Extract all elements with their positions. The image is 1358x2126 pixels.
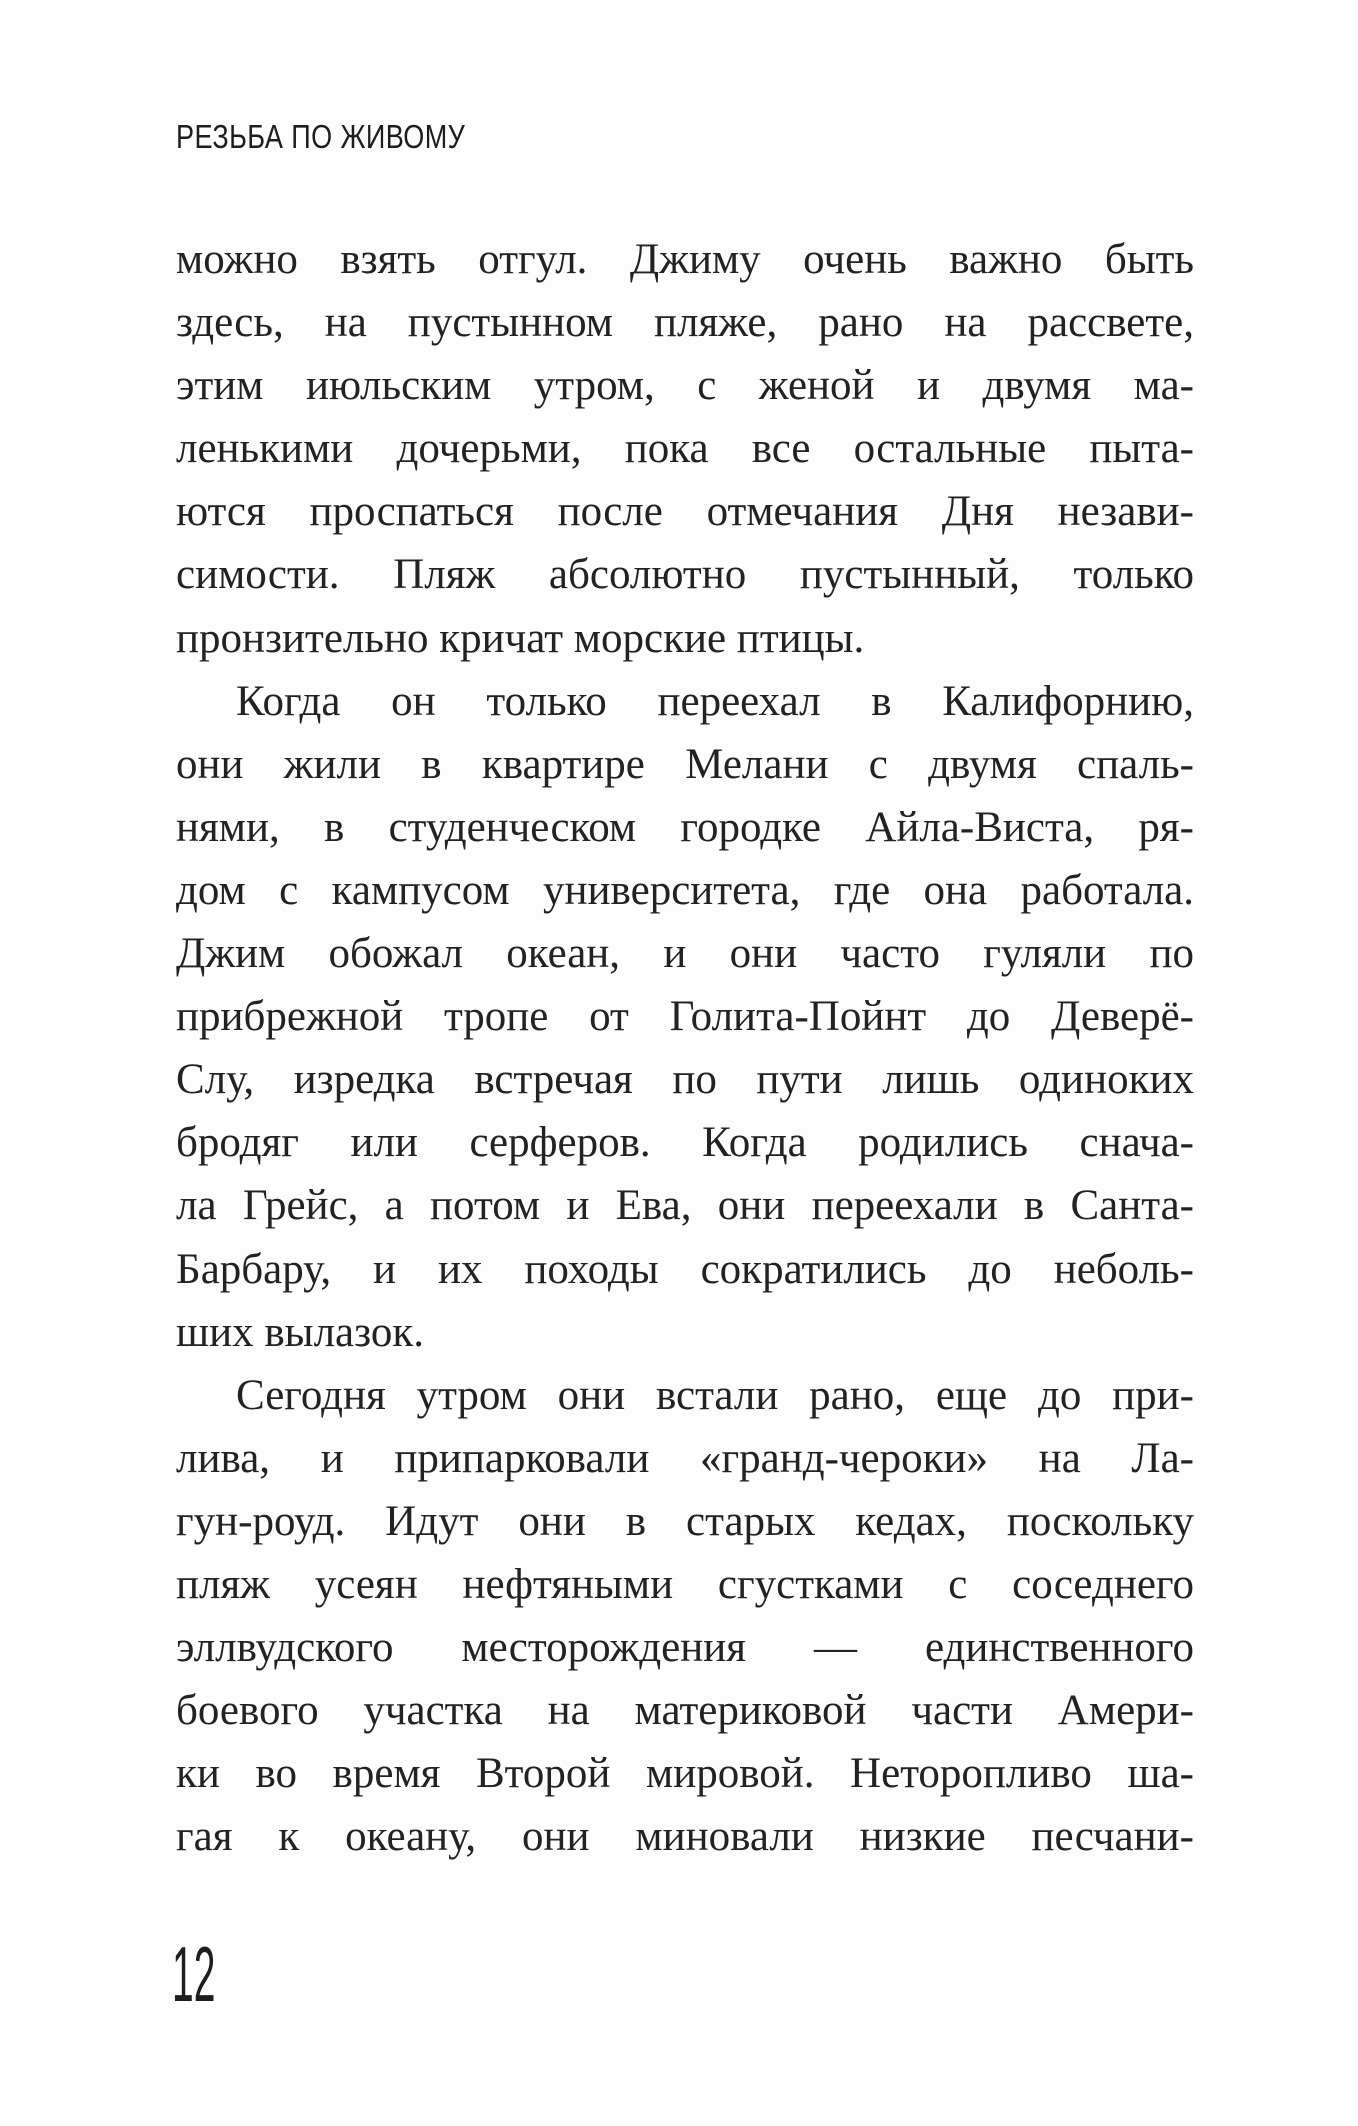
text-line: дом с кампусом университета, где она работала. xyxy=(176,866,1194,914)
text-line: гая к океану, они миновали низкие песчани- xyxy=(176,1813,1194,1861)
body-text xyxy=(176,228,1194,1868)
running-head: РЕЗЬБА ПО ЖИВОМУ xyxy=(176,118,466,155)
page-number: 12 xyxy=(172,1930,216,2018)
text-line: они жили в квартире Мелани с двумя спаль- xyxy=(176,740,1194,788)
text-line: Когда он только переехал в Калифорнию, xyxy=(236,677,1194,725)
text-line: этим июльским утром, с женой и двумя ма- xyxy=(176,362,1194,410)
text-line: пляж усеян нефтяными сгустками с соседнего xyxy=(176,1560,1194,1608)
text-line: ются проспаться после отмечания Дня незави- xyxy=(176,488,1194,536)
text-line: эллвудского месторождения — единственного xyxy=(176,1624,1194,1672)
text-line: Барбару, и их походы сократились до неболь- xyxy=(176,1245,1194,1293)
text-line: ки во время Второй мировой. Неторопливо ша- xyxy=(176,1750,1194,1798)
text-line: бродяг или серферов. Когда родились снача- xyxy=(176,1119,1194,1167)
text-line: ла Грейс, а потом и Ева, они переехали в Санта- xyxy=(176,1182,1194,1230)
text-line: лива, и припарковали «гранд-чероки» на Ла- xyxy=(176,1434,1194,1482)
text-line: боевого участка на материковой части Амери- xyxy=(176,1687,1194,1735)
text-line: здесь, на пустынном пляже, рано на рассвете, xyxy=(176,299,1194,347)
text-line: Слу, изредка встречая по пути лишь одиноких xyxy=(176,1056,1194,1104)
text-line: пронзительно кричат морские птицы. xyxy=(176,614,865,662)
text-line: ших вылазок. xyxy=(176,1308,424,1356)
text-line: можно взять отгул. Джиму очень важно быть xyxy=(176,236,1194,283)
text-line: нями, в студенческом городке Айла-Виста, ря- xyxy=(176,803,1194,851)
text-line: прибрежной тропе от Голита-Пойнт до Деверё- xyxy=(176,993,1194,1041)
text-line: ленькими дочерьми, пока все остальные пыта- xyxy=(176,425,1194,473)
text-line: симости. Пляж абсолютно пустынный, только xyxy=(176,551,1194,599)
text-line: Джим обожал океан, и они часто гуляли по xyxy=(176,930,1194,978)
text-line: Сегодня утром они встали рано, еще до при- xyxy=(236,1371,1194,1419)
text-line: гун-роуд. Идут они в старых кедах, поскольку xyxy=(176,1497,1194,1545)
